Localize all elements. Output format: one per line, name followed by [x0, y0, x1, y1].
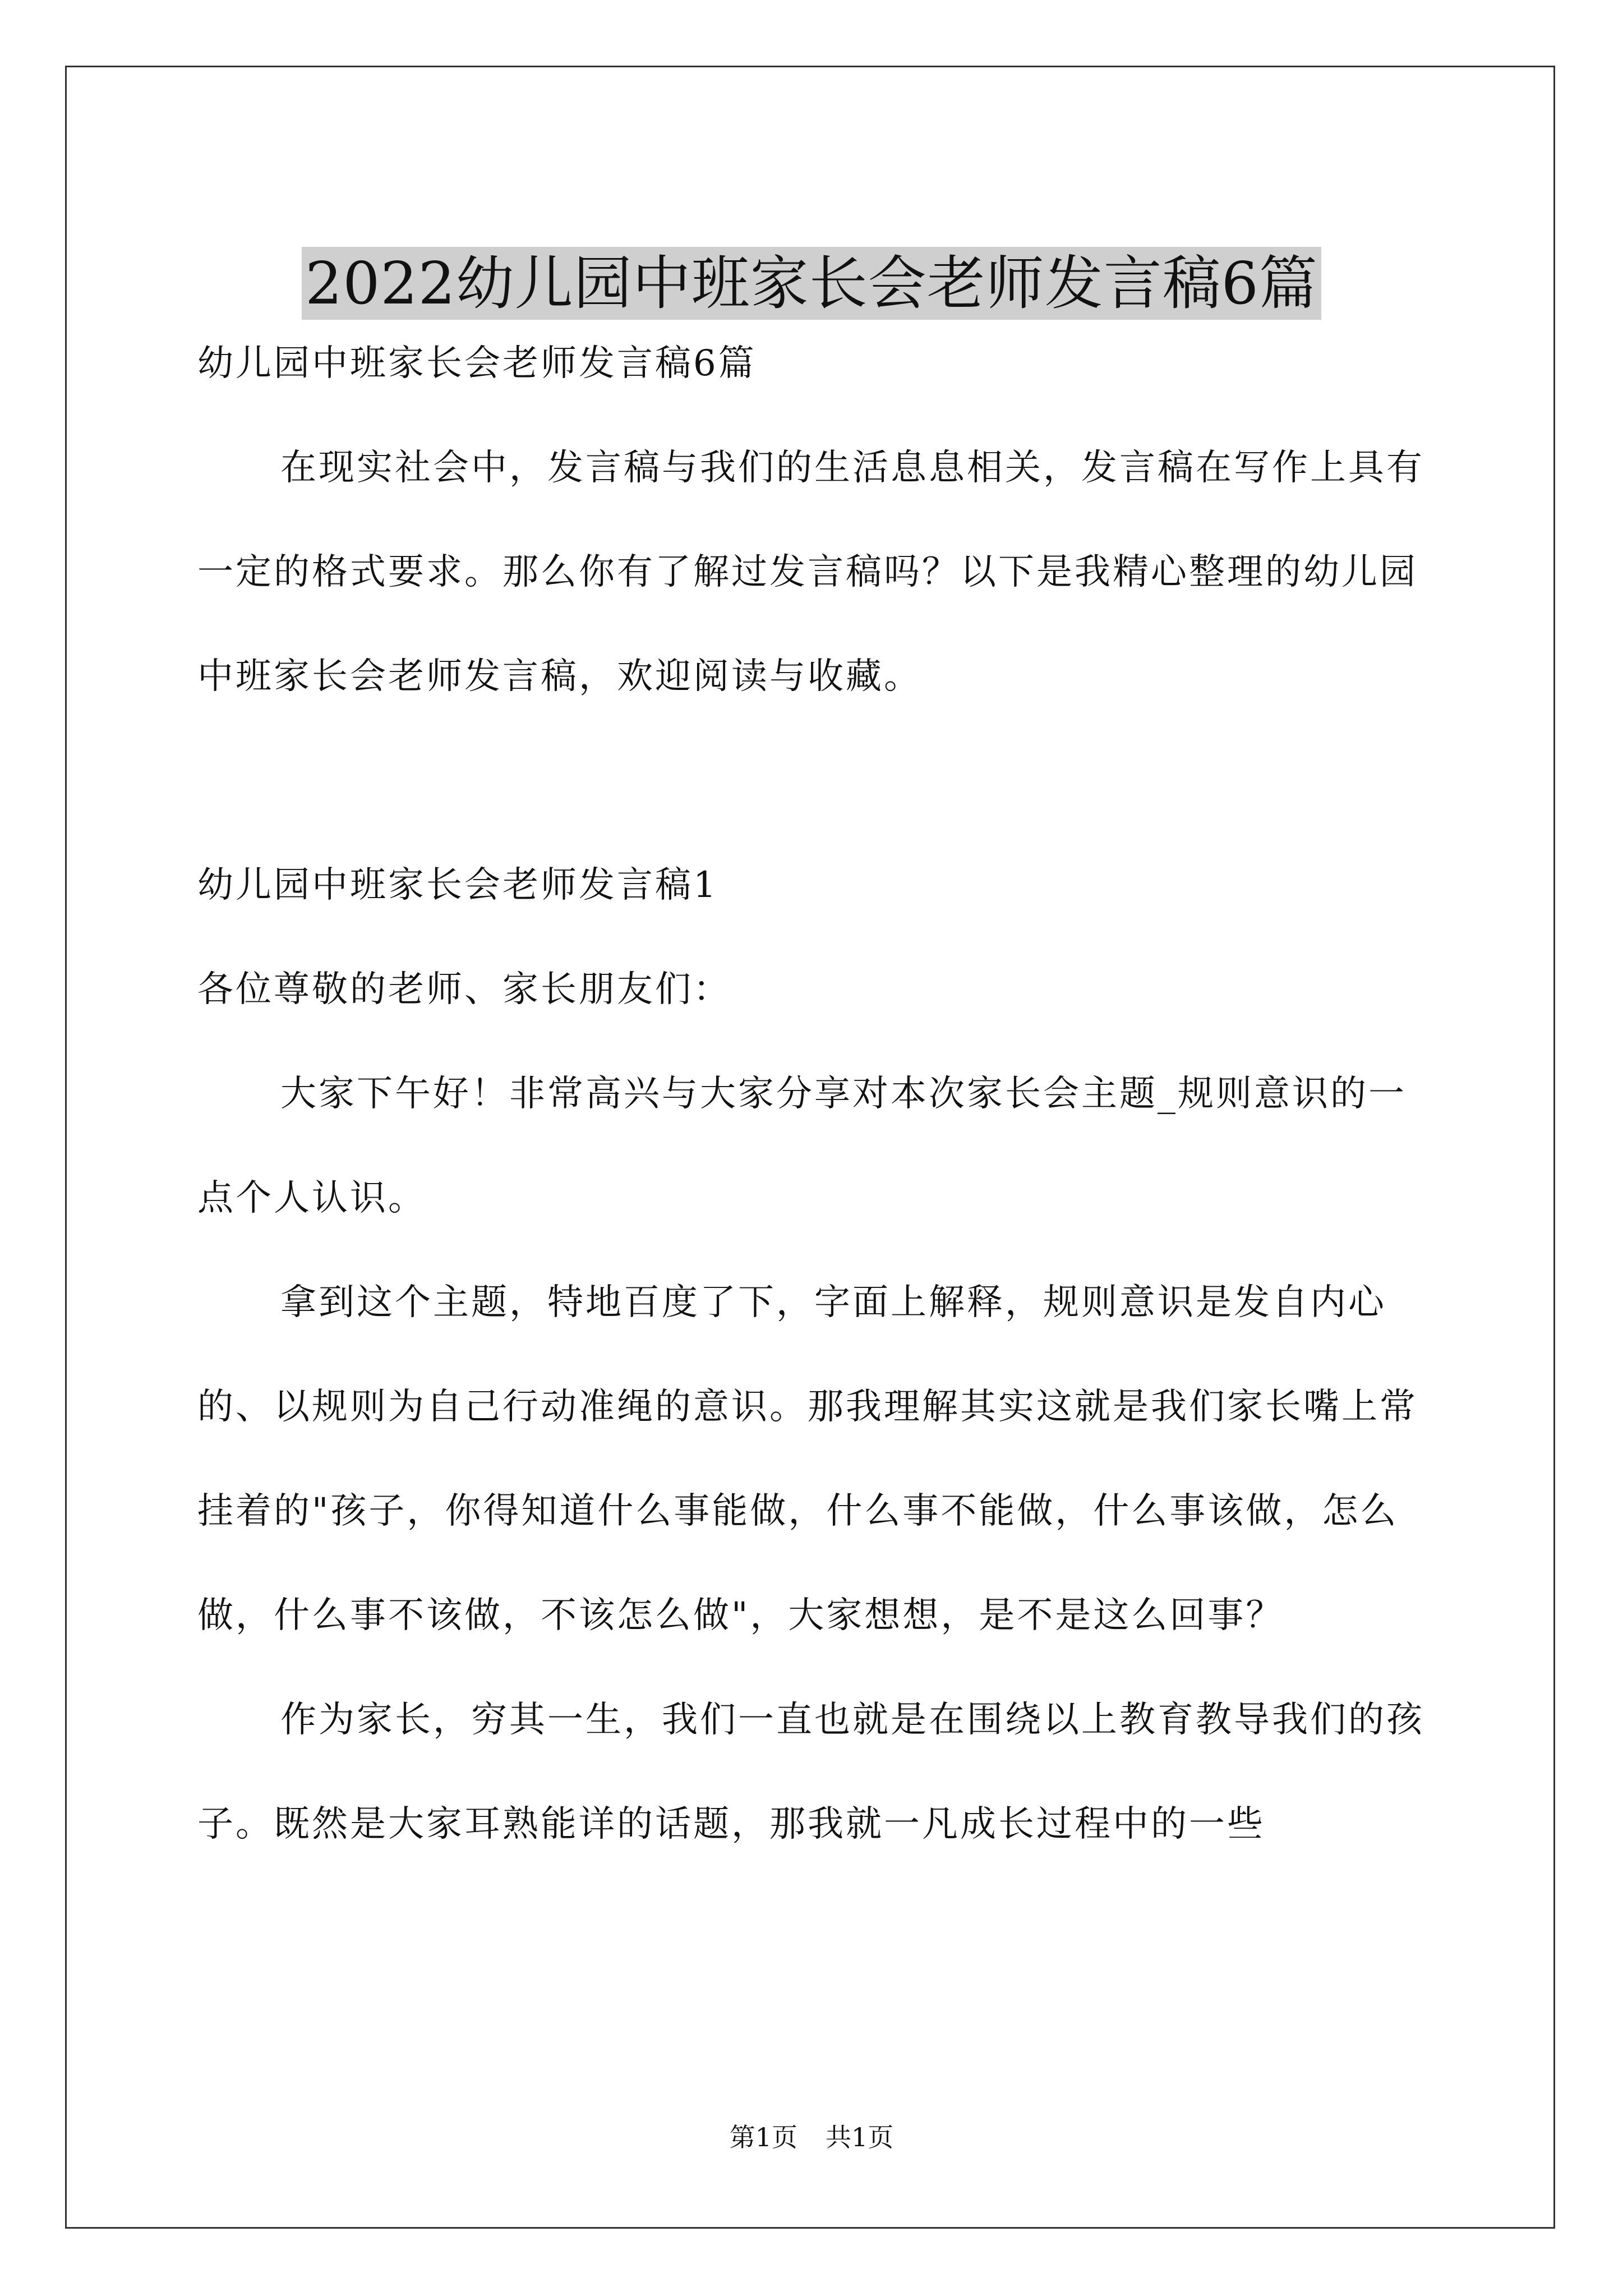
- document-body: [197, 311, 1426, 1876]
- blank-line: [197, 729, 1426, 833]
- page-footer: [0, 2120, 1623, 2154]
- page-number-total: 共1页: [826, 2122, 894, 2152]
- subtitle-paragraph: 幼儿园中班家长会老师发言稿6篇: [197, 343, 757, 384]
- salutation-paragraph: 各位尊敬的老师、家长朋友们：: [197, 969, 731, 1010]
- body-paragraph-greeting: 大家下午好！非常高兴与大家分享对本次家长会主题_规则意识的一点个人认识。: [197, 1073, 1407, 1219]
- document-title: 2022幼儿园中班家长会老师发言稿6篇: [302, 247, 1321, 320]
- intro-paragraph: 在现实社会中，发言稿与我们的生活息息相关，发言稿在写作上具有一定的格式要求。那么你有了解过发言稿吗？以下是我精心整理的幼儿园中班家长会老师发言稿，欢迎阅读与收藏。: [197, 447, 1424, 697]
- body-paragraph-rules: 拿到这个主题，特地百度了下，字面上解释，规则意识是发自内心的、以规则为自己行动准绳的意识。那我理解其实这就是我们家长嘴上常挂着的"孩子，你得知道什么事能做，什么事不能做，什么事该做，怎么做，什么事不该做，不该怎么做"，大家想想，是不是这么回事？: [197, 1282, 1418, 1636]
- body-paragraph-parents: 作为家长，穷其一生，我们一直也就是在围绕以上教育教导我们的孩子。既然是大家耳熟能详的话题，那我就一凡成长过程中的一些: [197, 1699, 1424, 1845]
- page-number-current: 第1页: [729, 2122, 797, 2152]
- section-heading: 幼儿园中班家长会老师发言稿1: [197, 864, 718, 906]
